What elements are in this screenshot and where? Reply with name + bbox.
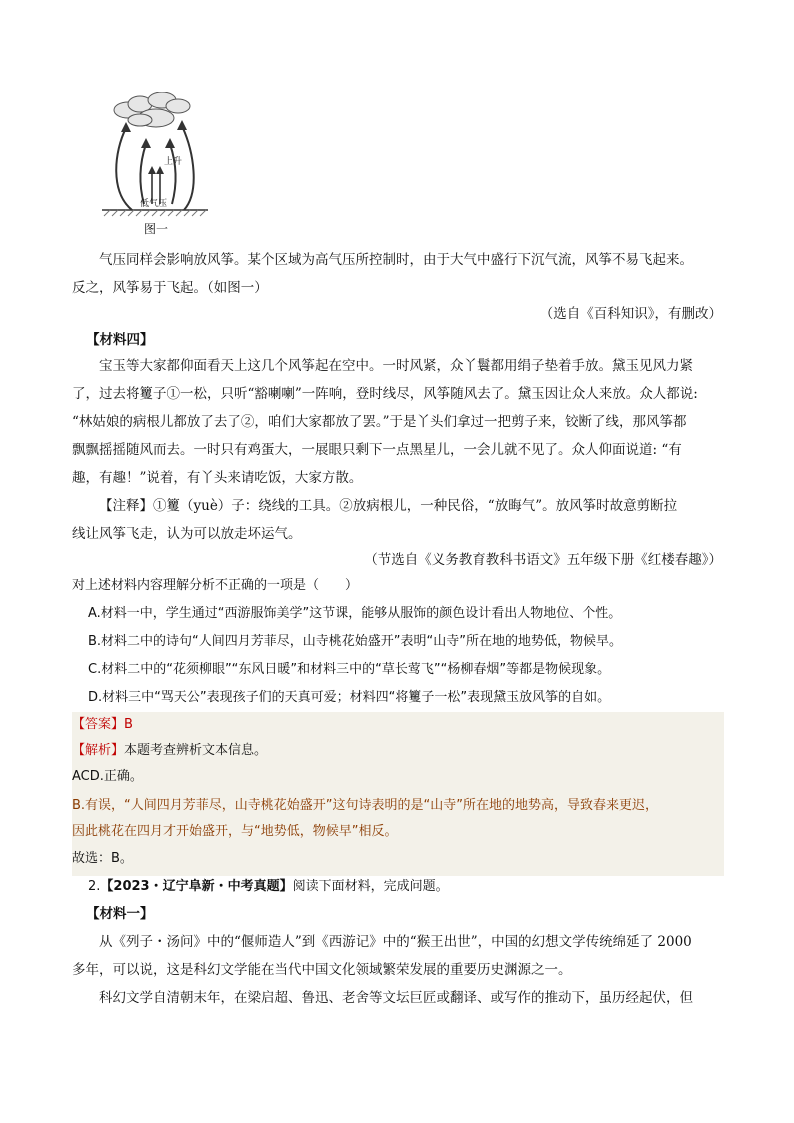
question2-number: 2. (88, 879, 101, 894)
option-d: D.材料三中“骂天公”表现孩子们的天真可爱；材料四“将籰子一松”表现黛玉放风筝的自如。 (88, 690, 611, 705)
answer-value: B (124, 717, 133, 732)
material3-para2: 反之，风筝易于飞起。（如图一） (72, 280, 268, 296)
figure-caption: 图一 (144, 222, 169, 236)
analysis-acd: ACD.正确。 (72, 769, 143, 784)
q2-para1-line2: 多年，可以说，这是科幻文学能在当代中国文化领域繁荣发展的重要历史渊源之一。 (72, 962, 572, 978)
material4-line5: 趣，有趣！”说着，有丫头来请吃饭，大家方散。 (72, 470, 363, 486)
answer-panel (72, 712, 724, 876)
question2-instruction: 阅读下面材料，完成问题。 (292, 879, 449, 894)
material4-note2: 线让风筝飞走，认为可以放走坏运气。 (72, 526, 302, 542)
analysis-line (72, 740, 267, 762)
material4-line3: “林姑娘的病根儿都放了去了②，咱们大家都放了罢。”于是丫头们拿过一把剪子来，铰断了线，那风筝都 (72, 414, 687, 430)
material4-heading: 【材料四】 (86, 332, 154, 348)
material4-source: （节选自《义务教育教科书语文》五年级下册《红楼春趣》） (364, 552, 722, 568)
analysis-b-line1: B.有误，“人间四月芳菲尽，山寺桃花始盛开”这句诗表明的是“山寺”所在地的地势高，导致春来更迟， (72, 798, 658, 813)
answer-tag: 【答案】 (72, 717, 125, 732)
material4-line4: 飘飘摇摇随风而去。一时只有鸡蛋大，一展眼只剩下一点黑星儿，一会儿就不见了。众人仰面说道: “有 (72, 442, 682, 458)
material4-note1: 【注释】①籰（yuè）子：绕线的工具。②放病根儿，一种民俗，“放晦气”。放风筝时故意剪断拉 (99, 498, 678, 514)
answer-line (72, 714, 133, 736)
question-stem: 对上述材料内容理解分析不正确的一项是（ ） (72, 578, 359, 593)
question2-header (88, 876, 449, 898)
material3-source: （选自《百科知识》，有删改） (539, 306, 722, 322)
option-c: C.材料二中的“花须柳眼”“东风日暖”和材料三中的“草长莺飞”“杨柳春烟”等都是物候现象。 (88, 662, 611, 677)
label-up: 上升 (164, 157, 183, 167)
label-low-pressure: 低气压 (140, 199, 168, 209)
material4-line2: 了，过去将籰子①一松，只听“豁喇喇”一阵响，登时线尽，风筝随风去了。黛玉因让众人来放。众人都说: (72, 386, 698, 402)
q2-material1-heading: 【材料一】 (86, 906, 154, 922)
analysis-text: 本题考查辨析文本信息。 (124, 743, 268, 758)
q2-para2-line1: 科幻文学自清朝末年，在梁启超、鲁迅、老舍等文坛巨匠或翻译、或写作的推动下，虽历经起伏，但 (99, 990, 693, 1006)
q2-para1-line1: 从《列子・汤问》中的“偃师造人”到《西游记》中的“猴王出世”，中国的幻想文学传统绵延了 2000 (99, 934, 692, 950)
option-b: B.材料二中的诗句“人间四月芳菲尽，山寺桃花始盛开”表明“山寺”所在地的地势低，物候早。 (88, 634, 622, 649)
question2-tag: 【2023・辽宁阜新・中考真题】 (100, 879, 293, 894)
low-pressure-diagram (100, 92, 210, 242)
material3-para1: 气压同样会影响放风筝。某个区域为高气压所控制时，由于大气中盛行下沉气流，风筝不易飞起来。 (99, 252, 693, 268)
analysis-b-line2: 因此桃花在四月才开始盛开，与“地势低，物候早”相反。 (72, 824, 398, 839)
option-a: A.材料一中，学生通过“西游服饰美学”这节课，能够从服饰的颜色设计看出人物地位、个性。 (88, 606, 622, 621)
analysis-tag: 【解析】 (72, 743, 125, 758)
low-pressure-illustration (100, 92, 210, 220)
material4-line1: 宝玉等大家都仰面看天上这几个风筝起在空中。一时风紧，众丫鬟都用绢子垫着手放。黛玉见风力紧 (99, 358, 693, 374)
final-choice: 故选：B。 (72, 851, 133, 866)
